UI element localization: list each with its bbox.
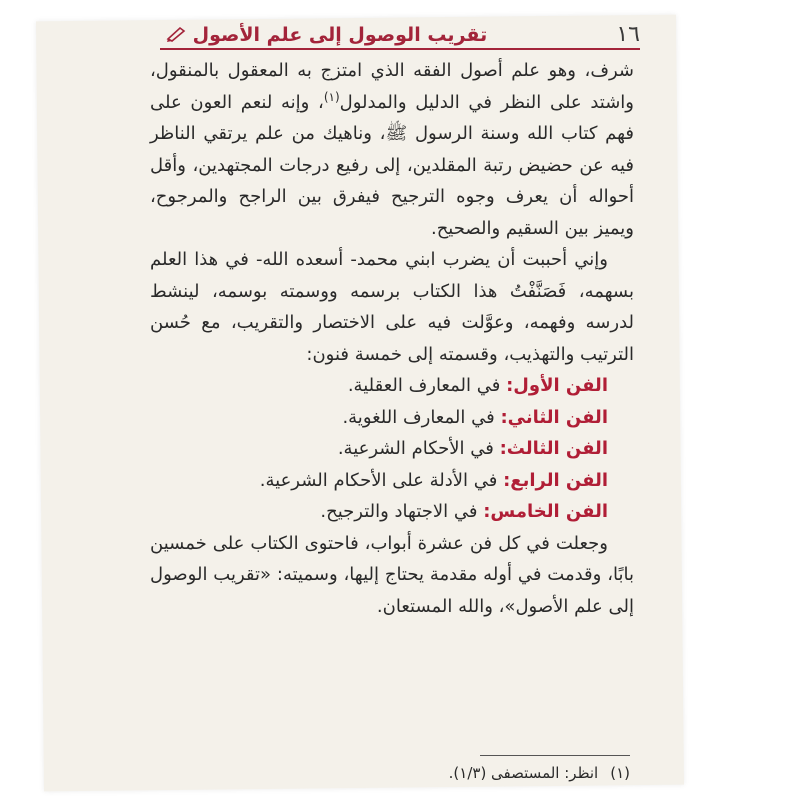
page-body bbox=[150, 55, 634, 622]
footnote bbox=[360, 764, 630, 782]
art-name: الفن الثاني: bbox=[500, 406, 608, 428]
list-item bbox=[150, 370, 608, 402]
footnote-reference: (١) bbox=[323, 89, 340, 104]
footnote-text: انظر: المستصفى (١/٣). bbox=[448, 764, 599, 782]
art-name: الفن الأول: bbox=[506, 375, 608, 396]
art-description: في المعارف اللغوية. bbox=[342, 406, 501, 428]
paragraph-2 bbox=[150, 244, 634, 370]
art-description: في الأدلة على الأحكام الشرعية. bbox=[259, 469, 504, 491]
header-rule bbox=[160, 48, 640, 50]
footnote-number: (١) bbox=[610, 764, 630, 782]
paragraph-3-text: وجعلت في كل فن عشرة أبواب، فاحتوى الكتاب على خمسين بابًا، وقدمت في أوله مقدمة يحتاج إليها، وسميته: «تقريب الوصول إلى علم الأصول»، والله المستعان. bbox=[150, 532, 634, 617]
footnote-rule bbox=[480, 755, 630, 756]
list-item bbox=[150, 465, 608, 497]
running-title bbox=[160, 24, 487, 47]
list-item bbox=[150, 402, 608, 434]
running-title-text: تقريب الوصول إلى علم الأصول bbox=[192, 24, 488, 46]
art-name: الفن الرابع: bbox=[503, 469, 608, 491]
paragraph-2-text: وإني أحببت أن يضرب ابني محمد- أسعده الله- في هذا العلم بسهمه، فَصَنَّفْتُ هذا الكتاب برسمه ووسمته بوسمه، لينشط لدرسه وفهمه، وعوَّلت فيه على الاختصار والتقريب، مع حُسن الترتيب والتهذيب، وقسمته إلى خمسة فنون: bbox=[150, 249, 634, 365]
art-description: في الأحكام الشرعية. bbox=[337, 438, 500, 459]
list-item bbox=[150, 496, 608, 528]
page-header bbox=[160, 22, 640, 46]
paragraph-1-start: شرف، وهو علم أصول الفقه الذي امتزج به المعقول بالمنقول، واشتد على النظر في الدليل والمدلول bbox=[150, 60, 634, 113]
paragraph-1-rest: ، وإنه لنعم العون على فهم كتاب الله وسنة الرسول ﷺ، وناهيك من علم يرتقي الناظر فيه عن حضيض رتبة المقلدين، إلى رفيع درجات المجتهدين، وأقل أحواله أن يعرف وجوه الترجيح فيفرق بين الراجح والمرجوح، ويميز بين السقيم والصحيح. bbox=[150, 91, 634, 239]
paragraph-1 bbox=[150, 55, 634, 244]
art-description: في الاجتهاد والترجيح. bbox=[320, 501, 484, 522]
paragraph-3 bbox=[150, 528, 634, 623]
art-name: الفن الخامس: bbox=[483, 501, 608, 522]
pen-icon bbox=[166, 25, 186, 47]
arts-list bbox=[150, 370, 634, 528]
page-number: ١٦ bbox=[616, 22, 640, 47]
art-name: الفن الثالث: bbox=[499, 438, 608, 459]
art-description: في المعارف العقلية. bbox=[347, 375, 507, 396]
list-item bbox=[150, 433, 608, 465]
